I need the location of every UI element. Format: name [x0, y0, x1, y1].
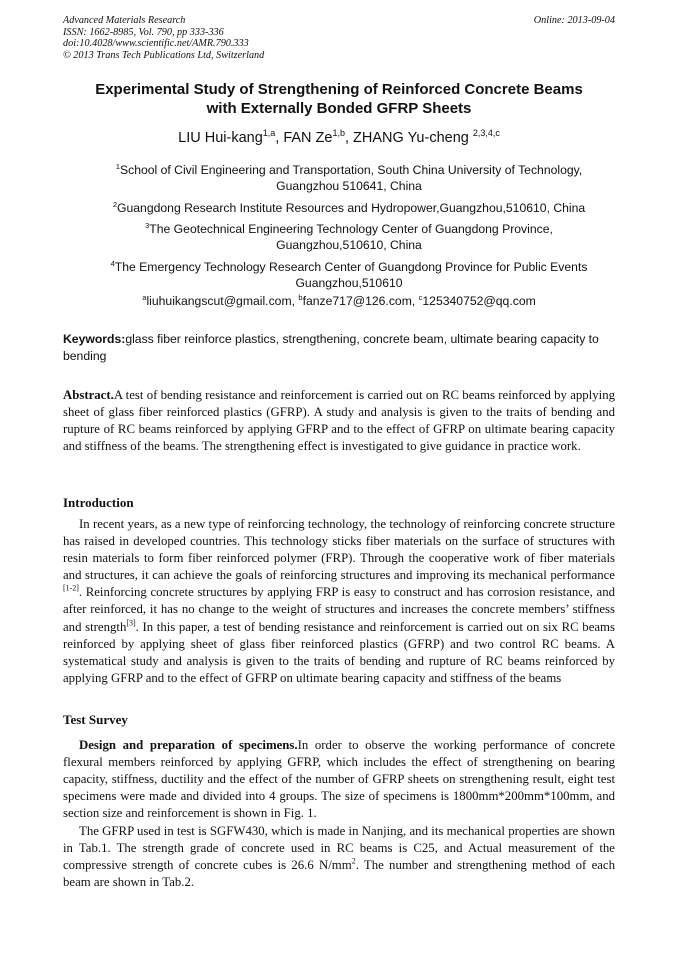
abstract-label: Abstract.	[63, 388, 114, 402]
abstract-section	[63, 387, 615, 455]
affiliation-3-number: 3	[145, 220, 150, 230]
abstract-text: A test of bending resistance and reinforcement is carried out on RC beams reinforced by applying sheet of glass fiber reinforced plastics (GFRP). A study and analysis is given to the traits of bending and rupture of RC beams reinforced by applying GFRP and to the effect of GFRP on ultimate bearing capacity and stiffness of the beams. The strengthening effect is investigated to give guidance in practice work.	[63, 388, 615, 454]
affiliation-1-number: 1	[115, 161, 120, 171]
introduction-paragraph: In recent years, as a new type of reinforcing technology, the technology of reinforcing concrete structure has raised in developed countries. This technology sticks fiber materials on the surface of structures with resin materials to form fiber reinforced polymer (FRP). Through the cooperative work of fiber materials and structures, it can achieve the goals of reinforcing structures and improving its mechanical performance [1-2]. Reinforcing concrete structures by applying FRP is easy to construct and has corrosion resistance, and after reinforced, it has no change to the weight of structures and increases the concrete members’ stiffness and strength[3]. In this paper, a test of bending resistance and reinforcement is carried out on six RC beams reinforced by applying sheet of glass fiber reinforced plastics (GFRP) and two control RC beams. A systematical study and analysis is given to the traits of bending and rupture of RC beams reinforced by applying GFRP and to the effect of GFRP on ultimate bearing capacity and stiffness of the beams	[63, 517, 615, 685]
design-subheading: Design and preparation of specimens.	[79, 738, 298, 752]
journal-name: Advanced Materials Research	[63, 15, 186, 26]
citation-3[interactable]: [3]	[126, 618, 136, 628]
keywords-text: glass fiber reinforce plastics, strengthening, concrete beam, ultimate bearing capacity to bending	[63, 332, 599, 363]
email-a[interactable]: liuhuikangscut@gmail.com,	[146, 294, 299, 308]
journal-header	[63, 15, 615, 61]
author-3: ZHANG Yu-cheng	[353, 130, 469, 146]
affiliation-2-number: 2	[112, 199, 118, 209]
test-survey-heading: Test Survey	[63, 712, 128, 727]
keywords-label: Keywords:	[63, 332, 126, 346]
affiliation-3-line-2: Guangzhou,510610, China	[276, 237, 422, 252]
affiliation-2-line-1: Guangdong Research Institute Resources and Hydropower,Guangzhou,510610, China	[117, 201, 586, 215]
affiliation-1-line-2: Guangzhou 510641, China	[276, 178, 422, 193]
author-emails: $^a$liuhuikangscut@gmail.com, $^b$fanze717@126.com, $^c$125340752@qq.com	[142, 292, 536, 308]
author-2-affil: 1,b	[332, 128, 345, 139]
affiliation-3-line-1: The Geotechnical Engineering Technology Center of Guangdong Province,	[149, 222, 553, 236]
email-c[interactable]: 125340752@qq.com	[422, 294, 536, 308]
gfrp-paragraph: The GFRP used in test is SGFW430, which is made in Nanjing, and its mechanical properties are shown in Tab.1. The strength grade of concrete used in RC beams is C25, and Actual measurement of the compressive strength of concrete cubes is 26.6 $N/mm^2$. The number and strengthening method of each beam are shown in Tab.2.	[63, 824, 616, 890]
title-line-2: with Externally Bonded GFRP Sheets	[206, 100, 472, 117]
affiliation-1-line-1: School of Civil Engineering and Transportation, South China University of Technology,	[119, 163, 583, 177]
author-1-affil: 1,a	[262, 128, 276, 139]
introduction-heading: Introduction	[63, 495, 134, 510]
affiliation-1	[85, 163, 613, 194]
affiliation-2	[80, 201, 618, 217]
email-b[interactable]: fanze717@126.com,	[302, 294, 419, 308]
author-list: LIU Hui-kang$^{1,a}$, FAN Ze$^{1,b}$, ZHANG Yu-cheng $^{2,3,4,c}$	[178, 128, 500, 146]
citation-1-2[interactable]: [1-2]	[63, 584, 79, 594]
author-2: FAN Ze	[283, 130, 333, 146]
issn-line: ISSN: 1662-8985, Vol. 790, pp 333-336	[63, 26, 224, 38]
title-line-1: Experimental Study of Strengthening of Reinforced Concrete Beams	[95, 81, 583, 98]
affiliation-3	[90, 222, 608, 253]
doi-line: doi:10.4028/www.scientific.net/AMR.790.333	[63, 38, 249, 50]
author-3-affil: 2,3,4,c	[472, 128, 500, 139]
online-date: Online: 2013-09-04	[533, 15, 615, 26]
author-1: LIU Hui-kang	[178, 130, 263, 146]
affiliation-4	[90, 260, 608, 291]
keywords-section	[63, 331, 615, 365]
affiliation-4-line-2: Guangzhou,510610	[295, 275, 403, 290]
copyright-line: © 2013 Trans Tech Publications Ltd, Switzerland	[63, 49, 265, 61]
affiliation-4-line-1: The Emergency Technology Research Center of Guangdong Province for Public Events	[114, 260, 588, 274]
paper-title	[60, 80, 618, 118]
affiliation-4-number: 4	[110, 258, 115, 268]
design-paragraph: Design and preparation of specimens.In order to observe the working performance of concrete flexural members reinforced by applying GFRP, which includes the effect of strengthening on bearing capacity, stiffness, ductility and the effect of the number of GFRP sheets on strengthening result, eight test specimens were made and divided into 4 groups. The size of specimens is 1800mm*200mm*100mm, and section size and reinforcement is shown in Fig. 1.	[63, 738, 615, 821]
